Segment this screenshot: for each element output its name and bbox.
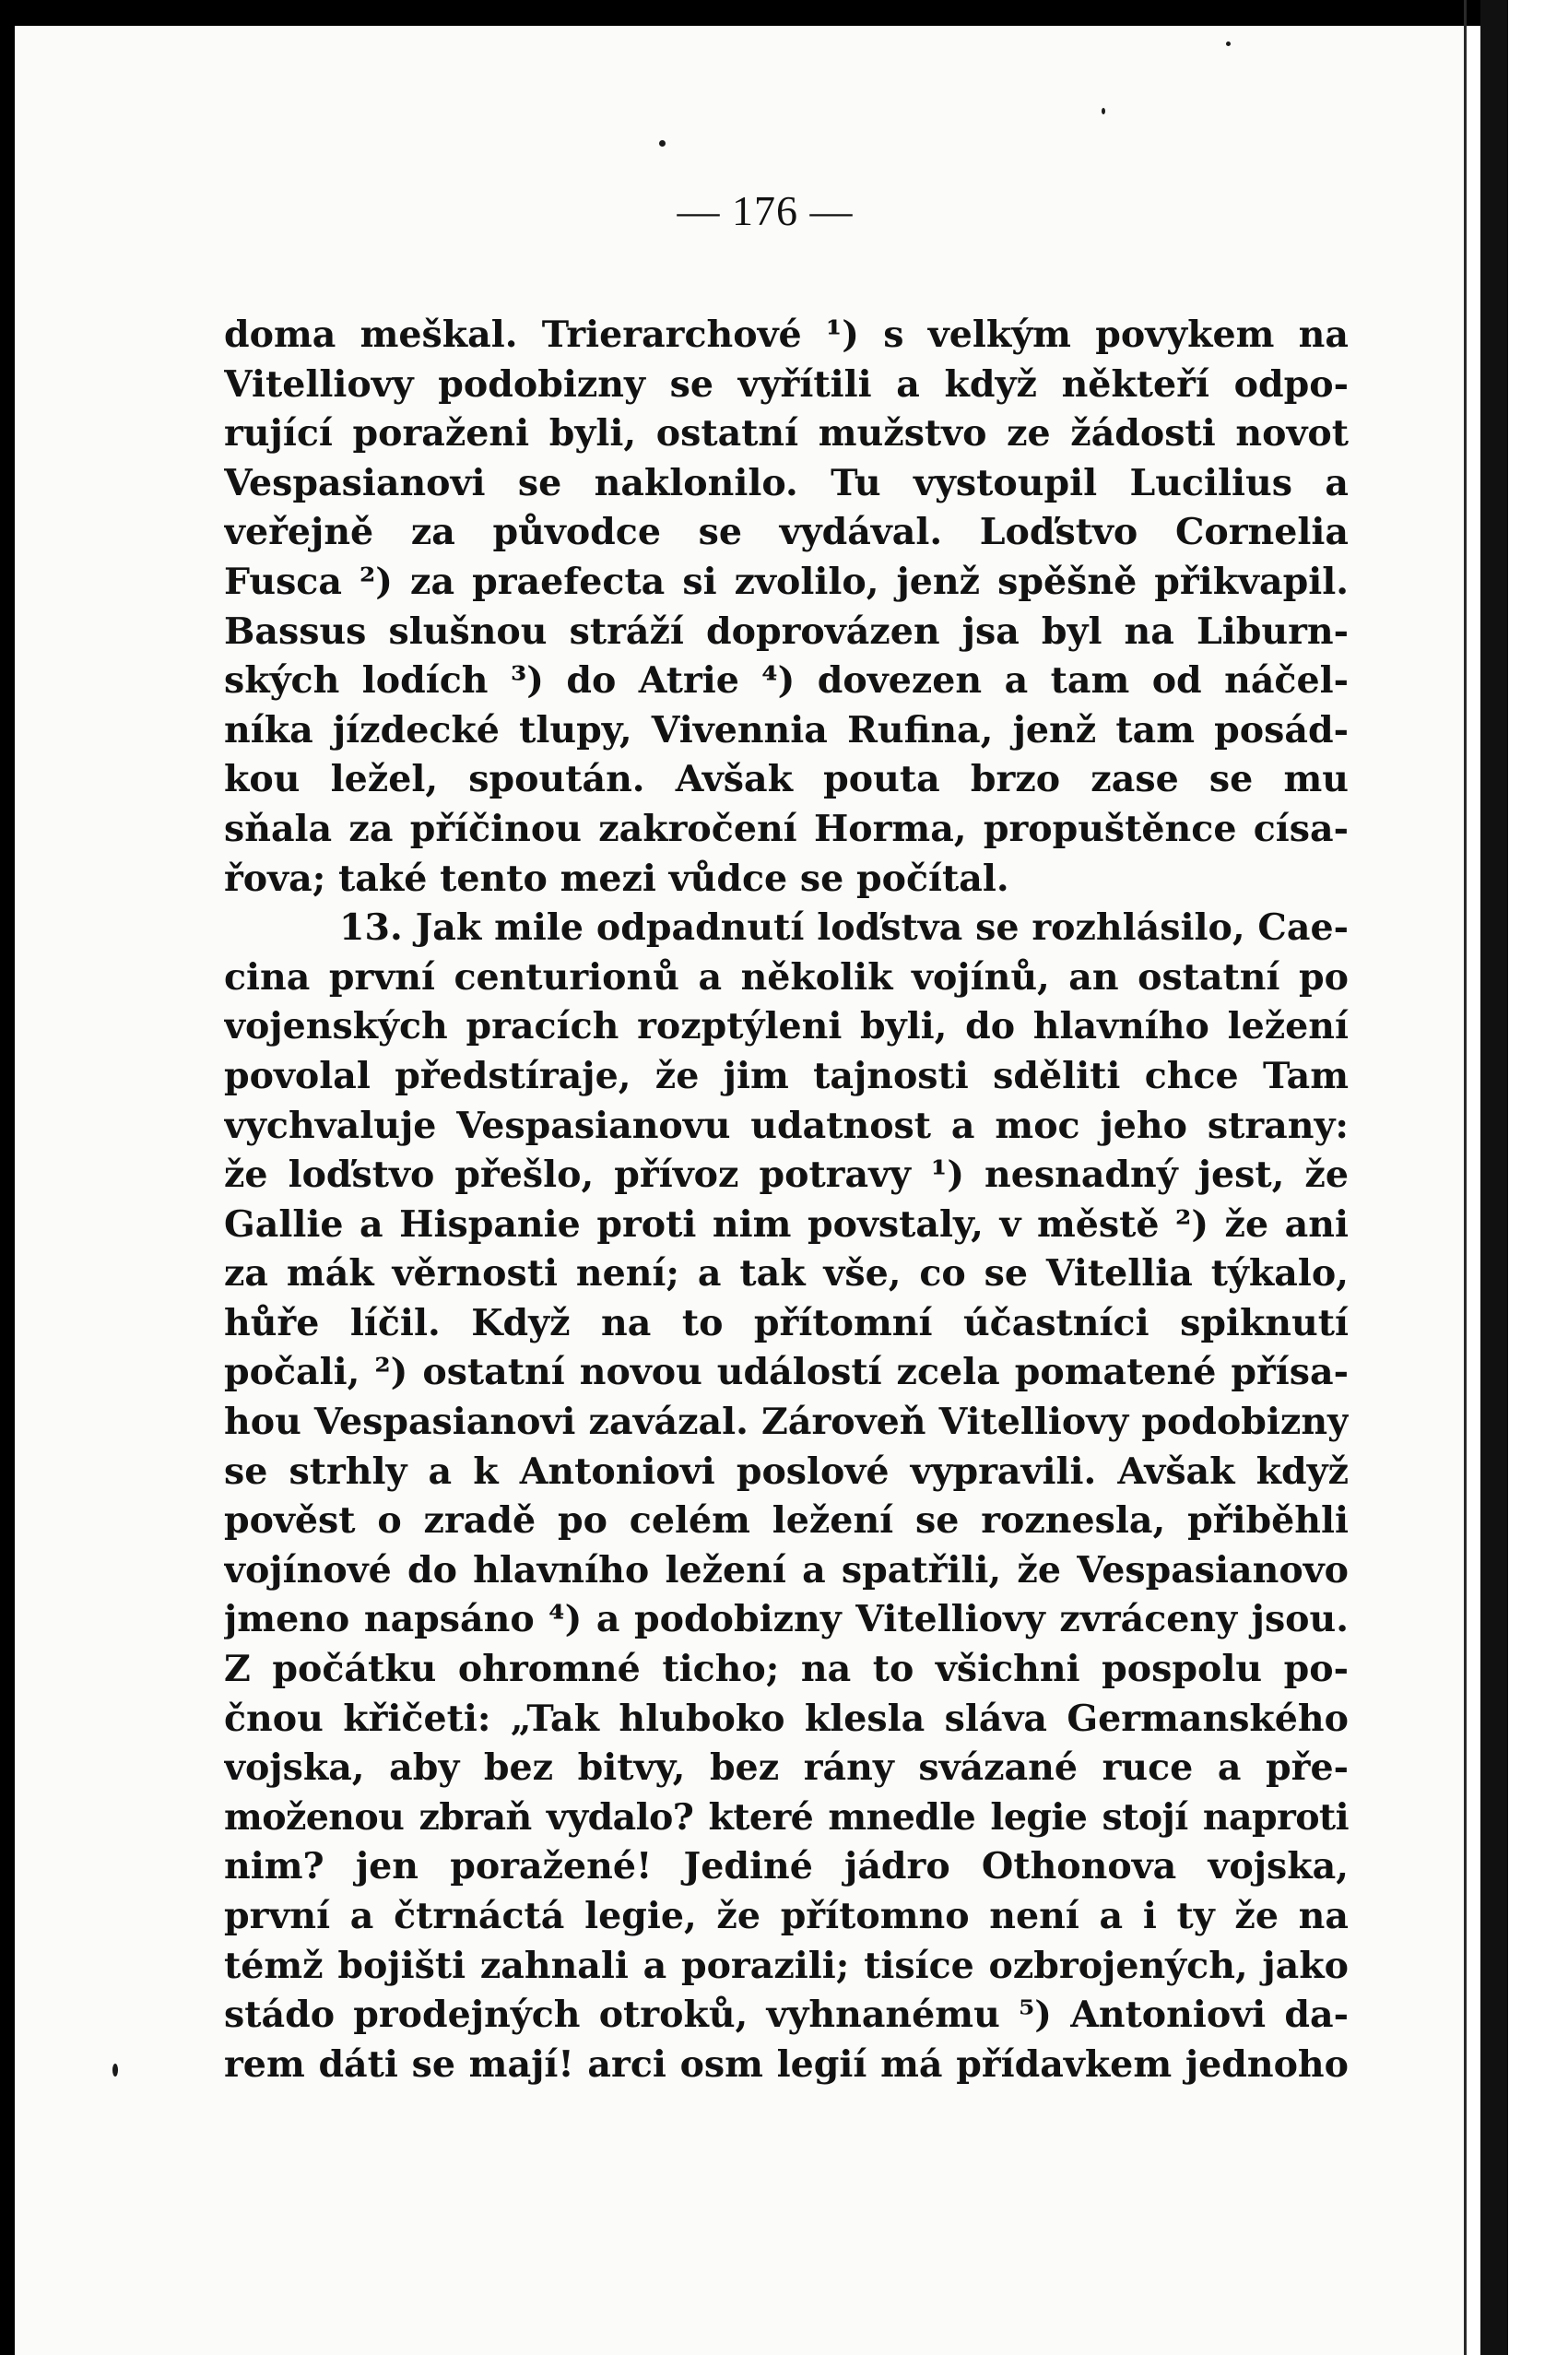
text-line: vychvaluje Vespasianovu udatnost a moc jeho strany: (224, 1104, 1349, 1147)
text-line: že loďstvo přešlo, přívoz potravy ¹) nesnadný jest, že (224, 1154, 1349, 1197)
scan-border-right (1480, 0, 1508, 2355)
next-page-edge (1508, 0, 1568, 2355)
text-line: čnou křičeti: „Tak hluboko klesla sláva Germanského (224, 1697, 1349, 1740)
text-line: za mák věrnosti není; a tak vše, co se Vitellia týkalo, (224, 1252, 1349, 1296)
page-number: — 176 — (677, 187, 854, 234)
scan-speck (112, 2064, 118, 2077)
text-line: rující poraženi byli, ostatní mužstvo ze žádosti novot (224, 412, 1349, 456)
text-line: stádo prodejných otroků, vyhnanému ⁵) Antoniovi da- (224, 1994, 1349, 2037)
text-line: níka jízdecké tlupy, Vivennia Rufina, jenž tam posád- (224, 708, 1349, 751)
text-line: ských lodích ³) do Atrie ⁴) dovezen a tam od náčel- (224, 659, 1349, 703)
text-line: Vespasianovi se naklonilo. Tu vystoupil Lucilius a (224, 461, 1349, 504)
text-line: Z počátku ohromné ticho; na to všichni pospolu po- (224, 1648, 1349, 1691)
text-line: hou Vespasianovi zavázal. Zároveň Vitelliovy podobizny (224, 1401, 1349, 1444)
body-text (224, 311, 1349, 2089)
text-line: jmeno napsáno ⁴) a podobizny Vitelliovy zvráceny jsou. (224, 1598, 1349, 1641)
text-line: hůře líčil. Když na to přítomní účastníci spiknutí (224, 1301, 1349, 1344)
scan-border-left (0, 0, 15, 2355)
text-line: vojenských pracích rozptýleni byli, do hlavního ležení (224, 1005, 1349, 1048)
text-line: sňala za příčinou zakročení Horma, propuštěnce císa- (224, 807, 1349, 850)
text-line: kou ležel, spoután. Avšak pouta brzo zase se mu (224, 758, 1349, 801)
scan-border-top (0, 0, 1568, 26)
text-line: Gallie a Hispanie proti nim povstaly, v městě ²) že ani (224, 1202, 1349, 1246)
text-line: doma meškal. Trierarchové ¹) s velkým povykem na (224, 314, 1349, 356)
text-line: se strhly a k Antoniovi poslové vypravili. Avšak když (224, 1450, 1349, 1493)
text-line: Vitelliovy podobizny se vyřítili a když někteří odpo- (224, 362, 1349, 406)
scan-speck (659, 140, 666, 147)
text-line: vojínové do hlavního ležení a spatřili, že Vespasianovo (224, 1548, 1349, 1592)
section-start-line: 13. Jak mile odpadnutí loďstva se rozhlásilo, Cae- (339, 906, 1349, 950)
text-line: moženou zbraň vydalo? které mnedle legie stojí naproti (224, 1795, 1349, 1839)
scan-speck (1102, 108, 1105, 114)
text-line: počali, ²) ostatní novou událostí zcela pomatené přísa- (224, 1351, 1349, 1394)
page-fold-line (1464, 0, 1467, 2355)
text-line: povolal předstíraje, že jim tajnosti sděliti chce Tam (224, 1054, 1349, 1097)
text-line: Fusca ²) za praefecta si zvolilo, jenž spěšně přikvapil. (224, 560, 1349, 603)
text-line: cina první centurionů a několik vojínů, an ostatní po (224, 955, 1349, 999)
text-line: vojska, aby bez bitvy, bez rány svázané ruce a pře- (224, 1746, 1349, 1790)
text-line: témž bojišti zahnali a porazili; tisíce ozbrojených, jako (224, 1944, 1349, 1987)
text-line: první a čtrnáctá legie, že přítomno není a i ty že na (224, 1895, 1349, 1937)
text-line: pověst o zradě po celém ležení se roznesla, přiběhli (224, 1499, 1349, 1543)
scan-speck (1226, 41, 1231, 46)
text-line: řova; také tento mezi vůdce se počítal. (224, 857, 1009, 900)
text-line: rem dáti se mají! arci osm legií má přídavkem jednoho (224, 2042, 1349, 2086)
text-line: veřejně za původce se vydával. Loďstvo Cornelia (224, 511, 1349, 554)
text-line: Bassus slušnou stráží doprovázen jsa byl na Liburn- (224, 609, 1349, 653)
text-line: nim? jen poražené! Jediné jádro Othonova vojska, (224, 1845, 1349, 1888)
